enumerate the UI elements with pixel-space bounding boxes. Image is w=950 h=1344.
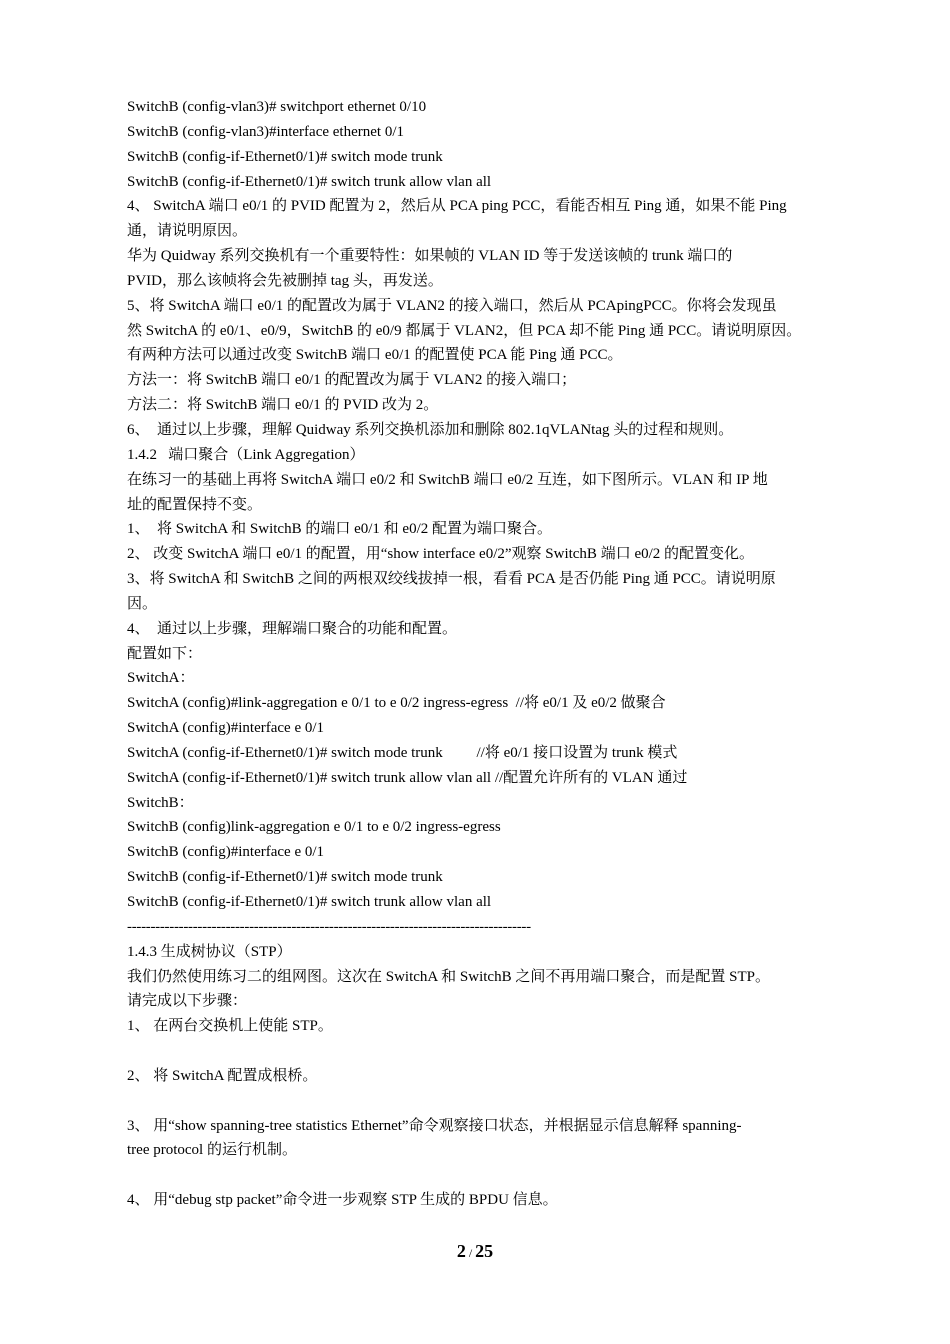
text-line: 1.4.2 端口聚合（Link Aggregation） xyxy=(127,446,365,463)
text-line: PVID，那么该帧将会先被删掉 tag 头，再发送。 xyxy=(127,272,443,289)
text-line: 然 SwitchA 的 e0/1、e0/9，SwitchB 的 e0/9 都属于 VLAN2，但 PCA 却不能 Ping 通 PCC。请说明原因。 xyxy=(127,322,802,339)
text-line: SwitchA (config)#link-aggregation e 0/1 to e 0/2 ingress-egress //将 e0/1 及 e0/2 做聚合 xyxy=(127,695,666,712)
text-line: SwitchB (config-if-Ethernet0/1)# switch mode trunk xyxy=(127,148,443,165)
page-separator: / xyxy=(468,1246,473,1260)
text-line: 通，请说明原因。 xyxy=(127,223,248,240)
total-pages: 25 xyxy=(475,1241,494,1261)
text-line: tree protocol 的运行机制。 xyxy=(127,1142,297,1159)
text-line: 在练习一的基础上再将 SwitchA 端口 e0/2 和 SwitchB 端口 e0/2 互连，如下图所示。VLAN 和 IP 地 xyxy=(127,471,768,488)
text-line: 方法一：将 SwitchB 端口 e0/1 的配置改为属于 VLAN2 的接入端口； xyxy=(127,372,577,389)
text-line: 2、 将 SwitchA 配置成根桥。 xyxy=(127,1067,318,1084)
text-line: 2、 改变 SwitchA 端口 e0/1 的配置，用“show interface e0/2”观察 SwitchB 端口 e0/2 的配置变化。 xyxy=(127,546,755,563)
text-line: SwitchB (config-if-Ethernet0/1)# switch trunk allow vlan all xyxy=(127,173,492,190)
text-line: SwitchB (config)#interface e 0/1 xyxy=(127,844,325,861)
text-line: 4、 SwitchA 端口 e0/1 的 PVID 配置为 2，然后从 PCA ping PCC，看能否相互 Ping 通，如果不能 Ping xyxy=(127,198,787,215)
separator-line: -------------------------------------------------------------------------------------- xyxy=(127,918,531,935)
text-line: SwitchB (config-vlan3)#interface ethernet 0/1 xyxy=(127,123,404,140)
text-line: 华为 Quidway 系列交换机有一个重要特性：如果帧的 VLAN ID 等于发送该帧的 trunk 端口的 xyxy=(127,248,733,265)
text-line: 有两种方法可以通过改变 SwitchB 端口 e0/1 的配置使 PCA 能 Ping 通 PCC。 xyxy=(127,347,623,364)
text-line: 4、 通过以上步骤，理解端口聚合的功能和配置。 xyxy=(127,620,458,637)
text-line: 配置如下： xyxy=(127,645,203,662)
blank-line xyxy=(127,1039,847,1064)
page-body xyxy=(127,95,847,1213)
text-line: 6、 通过以上步骤，理解 Quidway 系列交换机添加和删除 802.1qVLANtag 头的过程和规则。 xyxy=(127,421,734,438)
current-page-number: 2 xyxy=(456,1241,466,1261)
text-line: SwitchB： xyxy=(127,794,194,811)
text-line: SwitchB (config-if-Ethernet0/1)# switch mode trunk xyxy=(127,869,443,886)
text-line: SwitchA (config-if-Ethernet0/1)# switch trunk allow vlan all //配置允许所有的 VLAN 通过 xyxy=(127,769,688,786)
text-line: SwitchA (config-if-Ethernet0/1)# switch mode trunk //将 e0/1 接口设置为 trunk 模式 xyxy=(127,744,678,761)
blank-line xyxy=(127,1089,847,1114)
text-line: 址的配置保持不变。 xyxy=(127,496,263,513)
text-line: 3、将 SwitchA 和 SwitchB 之间的两根双绞线拔掉一根，看看 PCA 是否仍能 Ping 通 PCC。请说明原 xyxy=(127,571,776,588)
text-line: 1、 在两台交换机上使能 STP。 xyxy=(127,1018,333,1035)
text-line: 1.4.3 生成树协议（STP） xyxy=(127,943,292,960)
text-line: 方法二：将 SwitchB 端口 e0/1 的 PVID 改为 2。 xyxy=(127,397,439,414)
text-line: 我们仍然使用练习二的组网图。这次在 SwitchA 和 SwitchB 之间不再用端口聚合，而是配置 STP。 xyxy=(127,968,770,985)
text-line: SwitchA (config)#interface e 0/1 xyxy=(127,720,325,737)
text-line: 1、 将 SwitchA 和 SwitchB 的端口 e0/1 和 e0/2 配置为端口聚合。 xyxy=(127,521,552,538)
text-line: 5、将 SwitchA 端口 e0/1 的配置改为属于 VLAN2 的接入端口，然后从 PCApingPCC。你将会发现虽 xyxy=(127,297,777,314)
text-line: SwitchA： xyxy=(127,670,195,687)
text-line: 请完成以下步骤： xyxy=(127,993,248,1010)
text-line: 3、 用“show spanning-tree statistics Ethernet”命令观察接口状态，并根据显示信息解释 spanning- xyxy=(127,1117,742,1134)
page-number xyxy=(0,1241,950,1262)
text-line: SwitchB (config)link-aggregation e 0/1 to e 0/2 ingress-egress xyxy=(127,819,501,836)
blank-line xyxy=(127,1163,847,1188)
text-line: SwitchB (config-if-Ethernet0/1)# switch trunk allow vlan all xyxy=(127,894,492,910)
text-line: 4、 用“debug stp packet”命令进一步观察 STP 生成的 BPDU 信息。 xyxy=(127,1192,558,1209)
text-line: SwitchB (config-vlan3)# switchport ethernet 0/10 xyxy=(127,99,427,115)
text-line: 因。 xyxy=(127,595,158,612)
